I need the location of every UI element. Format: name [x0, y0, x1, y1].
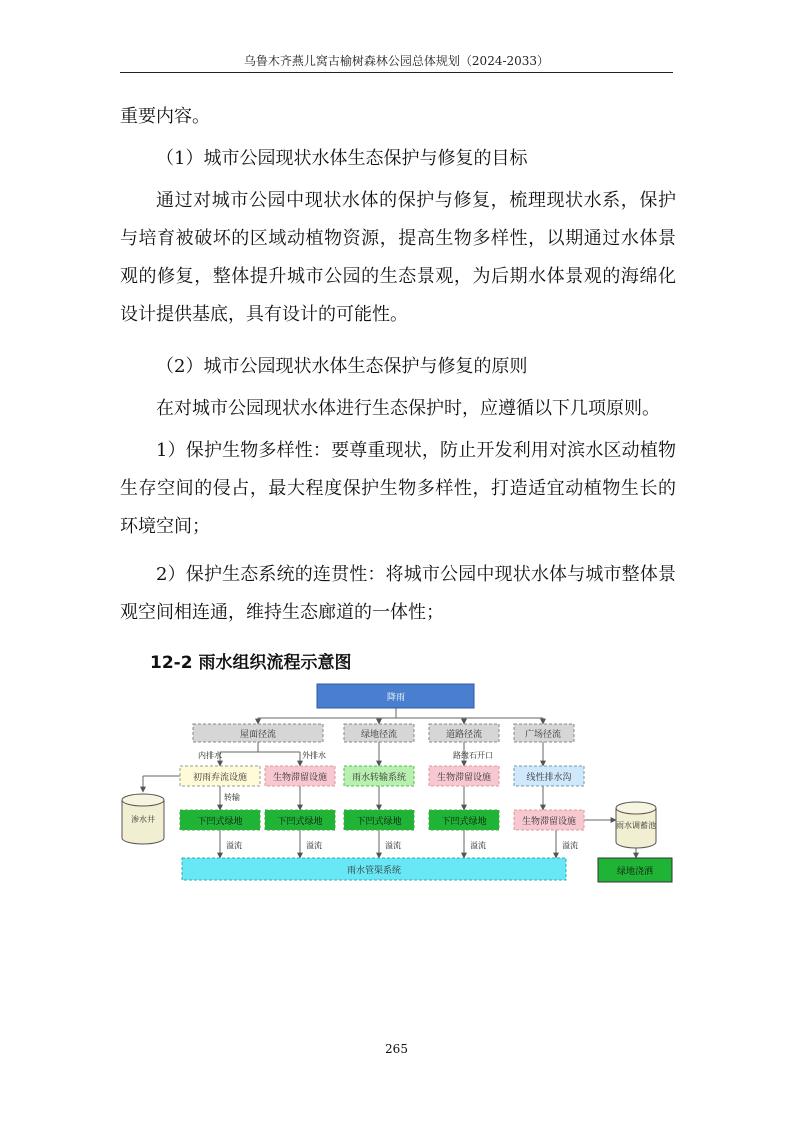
node-rainfall-label: 降雨 [386, 693, 406, 703]
section-heading-goal: （1）城市公园现状水体生态保护与修复的目标 [156, 148, 528, 169]
figure-title: 12-2 雨水组织流程示意图 [150, 653, 352, 673]
node-sunken-green-2-label: 下凹式绿地 [277, 817, 323, 827]
node-sunken-green-1-label: 下凹式绿地 [197, 817, 243, 827]
node-sunken-green-4-label: 下凹式绿地 [441, 817, 487, 827]
page-number: 265 [385, 1042, 408, 1056]
node-initial-rain-diversion-label: 初雨弃流设施 [192, 773, 248, 783]
node-storage-pool-label: 雨水调蓄池 [616, 821, 656, 830]
node-bioretention-1-label: 生物滞留设施 [272, 773, 328, 783]
node-green-runoff-label: 绿地径流 [360, 730, 398, 740]
label-outer-drainage: 外排水 [302, 751, 326, 760]
node-bioretention-2-label: 生物滞留设施 [436, 773, 492, 783]
node-green-irrigation-label: 绿地浇洒 [616, 867, 654, 877]
label-overflow-3: 溢流 [385, 841, 401, 850]
section-heading-principle: （2）城市公园现状水体生态保护与修复的原则 [156, 356, 528, 377]
label-overflow-2: 溢流 [306, 841, 322, 850]
node-sunken-green-3-label: 下凹式绿地 [356, 817, 402, 827]
node-roof-runoff-label: 屋面径流 [239, 730, 277, 740]
paragraph-continuation: 重要内容。 [120, 106, 210, 127]
label-curb-opening: 路缘石开口 [453, 751, 493, 760]
label-overflow-4: 溢流 [470, 841, 486, 850]
paragraph-principle-2: 2）保护生态系统的连贯性：将城市公园中现状水体与城市整体景观空间相连通，维持生态廊道的一体性； [120, 564, 676, 623]
paragraph-goal: 通过对城市公园中现状水体的保护与修复，梳理现状水系，保护与培育被破坏的区域动植物资源，提高生物多样性，以期通过水体景观的修复，整体提升城市公园的生态景观，为后期水体景观的海绵化设计提供基底，具有设计的可能性。 [120, 190, 676, 325]
paragraph-principle-1: 1）保护生物多样性：要尊重现状，防止开发利用对滨水区动植物生存空间的侵占，最大程度保护生物多样性，打造适宜动植物生长的环境空间； [120, 440, 676, 537]
label-overflow-5: 溢流 [562, 841, 578, 850]
paragraph-principle-intro: 在对城市公园现状水体进行生态保护时，应遵循以下几项原则。 [156, 398, 660, 419]
node-road-runoff-label: 道路径流 [445, 730, 483, 740]
node-rain-pipe-system-label: 雨水管渠系统 [346, 866, 402, 876]
node-rain-transfer-label: 雨水转输系统 [351, 773, 407, 783]
node-plaza-runoff-label: 广场径流 [524, 730, 562, 740]
label-inner-drainage: 内排水 [198, 751, 222, 760]
running-header: 乌鲁木齐燕儿窝古榆树森林公园总体规划（2024-2033） [243, 54, 550, 68]
label-overflow-1: 溢流 [226, 841, 242, 850]
node-linear-drain-label: 线性排水沟 [526, 773, 572, 783]
label-transport: 转输 [224, 793, 240, 802]
node-bioretention-3-label: 生物滞留设施 [521, 817, 577, 827]
node-seepage-well-label: 渗水井 [131, 815, 155, 824]
